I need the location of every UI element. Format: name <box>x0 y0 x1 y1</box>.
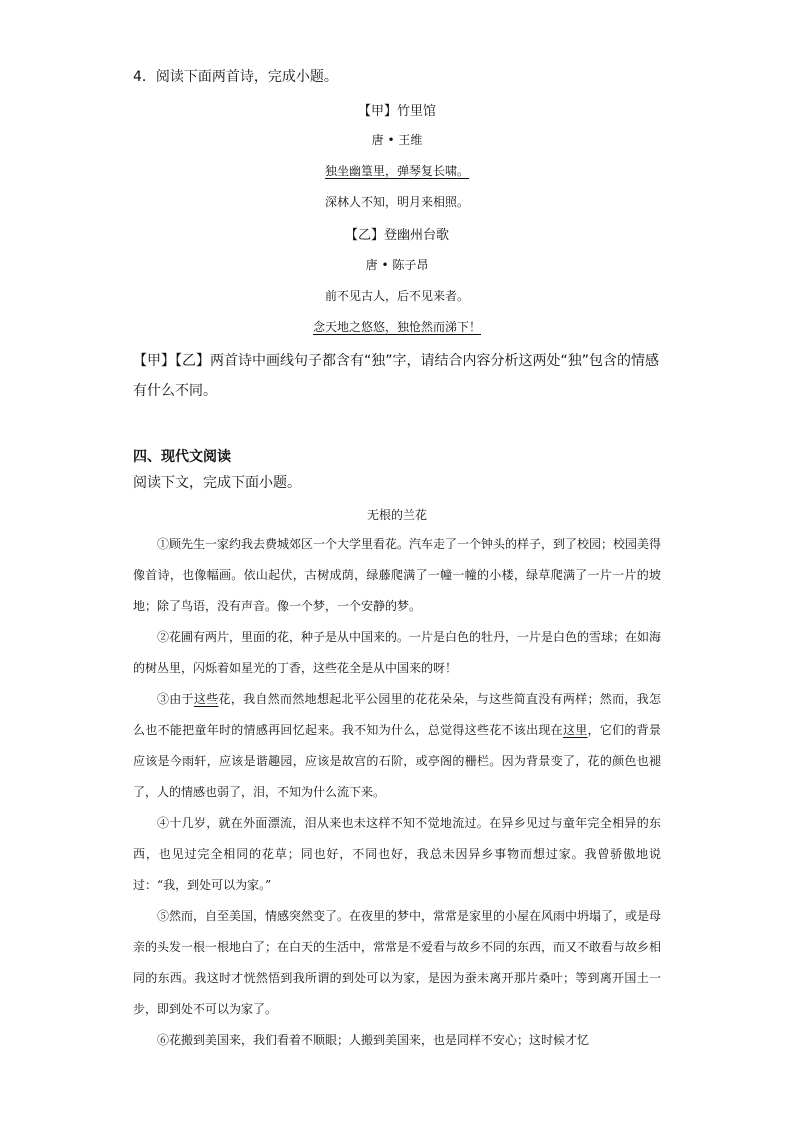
article-body <box>133 529 661 1056</box>
paragraph-3: ③由于这些花，我自然而然地想起北平公园里的花花朵朵，与这些简直没有两样；然而，我怎么也不能把童年时的情感再回忆起来。我不知为什么，总觉得这些花不该出现在这里，它们的背景应该是今雨轩，应该是谐趣园，应该是故宫的石阶，或亭阁的栅栏。因为背景变了，花的颜色也褪了，人的情感也弱了，泪，不知为什么流下来。 <box>133 692 661 799</box>
underlined-word-these: 这些 <box>193 692 219 706</box>
section-heading: 四、现代文阅读 <box>133 449 231 465</box>
poem-b-line2 <box>0 318 794 335</box>
poem-b-title: 【乙】登幽州台歌 <box>344 228 449 243</box>
paragraph-2: ②花圃有两片，里面的花，种子是从中国来的。一片是白色的牡丹，一片是白色的雪球；在如海的树丛里，闪烁着如星光的丁香，这些花全是从中国来的呀！ <box>133 630 662 675</box>
q4-question-line1: 【甲】【乙】两首诗中画线句子都含有“独”字，请结合内容分析这两处“独”包含的情感 <box>133 353 660 369</box>
poem-b-author: 唐 • 陈子昂 <box>365 258 429 272</box>
poem-a-line2: 深林人不知，明月来相照。 <box>324 195 469 209</box>
paragraph-5: ⑤然而，自至美国，情感突然变了。在夜里的梦中，常常是家里的小屋在风雨中坍塌了，或是母亲的头发一根一根地白了；在白天的生活中，常常是不爱看与故乡不同的东西，而又不敢看与故乡相同的东西。我这时才恍然悟到我所谓的到处可以为家，是因为蚕未离开那片桑叶；等到离开国土一步，即到处不可以为家了。 <box>133 909 662 1016</box>
paragraph-1: ①顾先生一家约我去费城郊区一个大学里看花。汽车走了一个钟头的样子，到了校园；校园美得像首诗，也像幅画。依山起伏，古树成荫，绿藤爬满了一幢一幢的小楼，绿草爬满了一片一片的坡地；除了鸟语，没有声音。像一个梦，一个安静的梦。 <box>133 537 662 613</box>
poem-a-underlined-line: 独坐幽篁里，弹琴复长啸。 <box>324 164 469 178</box>
q4-prompt: 4．阅读下面两首诗，完成小题。 <box>133 69 338 85</box>
poem-a-title: 【甲】竹里馆 <box>357 104 436 119</box>
paragraph-4: ④十几岁，就在外面漂流，泪从来也未这样不知不觉地流过。在异乡见过与童年完全相异的东西，也见过完全相同的花草；同也好，不同也好，我总未因异乡事物而想过家。我曾骄傲地说过：“我，到处可以为家。” <box>133 816 661 892</box>
underlined-word-here: 这里 <box>562 723 588 737</box>
article-title: 无根的兰花 <box>366 508 427 522</box>
section-instruction: 阅读下文，完成下面小题。 <box>133 475 301 491</box>
poem-a-author: 唐 • 王维 <box>371 133 423 147</box>
poem-a-line1 <box>0 162 794 179</box>
paragraph-6: ⑥花搬到美国来，我们看着不顺眼；人搬到美国来，也是同样不安心；这时候才忆 <box>157 1033 590 1047</box>
poem-b-line1: 前不见古人，后不见来者。 <box>324 289 469 303</box>
poem-b-underlined-line: 念天地之悠悠，独怆然而涕下！ <box>312 320 481 334</box>
q4-question-line2: 有什么不同。 <box>133 383 217 399</box>
